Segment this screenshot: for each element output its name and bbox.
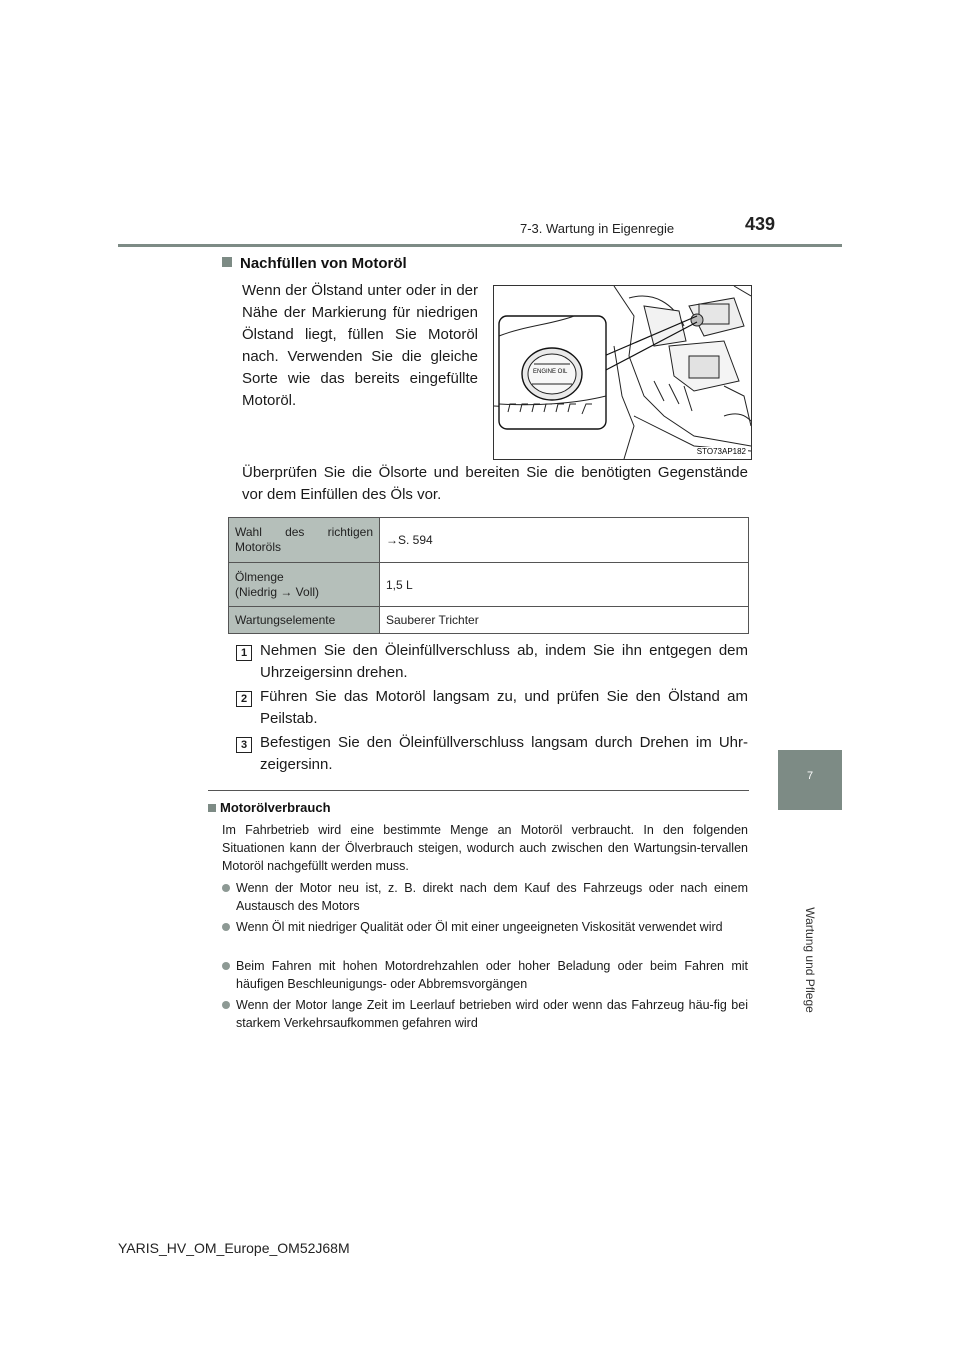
heading-square-icon <box>222 257 232 267</box>
step-2 <box>236 686 748 730</box>
section-heading-text: Nachfüllen von Motoröl <box>240 255 407 272</box>
list-item <box>222 918 748 936</box>
engine-oil-cap-illustration <box>493 285 752 460</box>
section-heading <box>222 255 407 272</box>
table-value: Sauberer Trichter <box>380 607 749 634</box>
notes-heading-text: Motorölverbrauch <box>220 800 331 815</box>
engine-bay-drawing <box>494 286 751 459</box>
page-number: 439 <box>745 214 776 234</box>
list-item-text: Wenn der Motor neu ist, z. B. direkt nach dem Kauf des Fahrzeugs oder nach einem Austausch des Motors <box>236 881 748 913</box>
chapter-label <box>803 907 817 1066</box>
table-value: →S. 594 <box>380 518 749 563</box>
list-item-text: Wenn der Motor lange Zeit im Leerlauf betrieben wird oder wenn das Fahrzeug häu-fig bei starkem Verkehrsaufkommen gefahren wird <box>236 998 748 1030</box>
notes-divider <box>208 790 749 791</box>
list-item <box>222 996 748 1032</box>
bullet-dot-icon <box>222 923 230 931</box>
table-key: Wartungselemente <box>229 607 380 634</box>
cap-label: ENGINE OIL <box>533 369 568 375</box>
bullet-dot-icon <box>222 884 230 892</box>
chapter-number: 7 <box>806 770 814 782</box>
step-number-badge: 1 <box>236 645 252 661</box>
list-item-text: Wenn Öl mit niedriger Qualität oder Öl mit einer ungeeigneten Viskosität verwendet wird <box>236 920 723 934</box>
table-value: 1,5 L <box>380 563 749 607</box>
table-key-text: Ölmenge <box>235 569 284 584</box>
list-item <box>222 879 748 915</box>
notes-square-icon <box>208 804 216 812</box>
chapter-label-text: Wartung und Pflege <box>803 907 817 1013</box>
step-number-badge: 3 <box>236 737 252 753</box>
preparation-paragraph: Überprüfen Sie die Ölsorte und bereiten Sie die benötigten Gegenstände vor dem Einfüllen des Öls vor. <box>242 464 748 503</box>
step-text: Führen Sie das Motoröl langsam zu, und prüfen Sie den Ölstand am Peilstab. <box>260 688 748 727</box>
table-key-line <box>235 525 373 540</box>
step-3 <box>236 732 748 776</box>
table-key-text: (Niedrig → Voll) <box>235 584 320 599</box>
step-number-badge: 2 <box>236 691 252 707</box>
header-rule <box>118 244 842 247</box>
table-key-text: Motoröls <box>235 540 282 554</box>
table-key <box>229 563 380 607</box>
chapter-tab <box>778 750 842 810</box>
step-1 <box>236 640 748 684</box>
table-key <box>229 518 380 563</box>
section-label: 7-3. Wartung in Eigenregie <box>520 221 675 236</box>
list-item-text: Beim Fahren mit hohen Motordrehzahlen oder hoher Beladung oder beim Fahren mit häufigen Beschleunigungs- oder Abbremsvorgängen <box>236 959 748 991</box>
figure-id: STO73AP182 <box>696 447 746 456</box>
intro-paragraph: Wenn der Ölstand unter oder in der Nähe der Markierung für niedrigen Ölstand liegt, füllen Sie Motoröl nach. Verwenden Sie die gleiche Sorte wie das bereits eingefüllte Motoröl. <box>242 282 478 409</box>
notes-heading <box>208 800 331 815</box>
bullet-dot-icon <box>222 1001 230 1009</box>
bullet-dot-icon <box>222 962 230 970</box>
document-id: YARIS_HV_OM_Europe_OM52J68M <box>118 1240 350 1256</box>
oil-spec-table <box>228 517 749 634</box>
table-row <box>229 563 749 607</box>
table-row <box>229 607 749 634</box>
table-key-text: Wahl des richtigen <box>235 525 373 539</box>
step-text: Nehmen Sie den Öleinfüllverschluss ab, indem Sie ihn entgegen dem Uhrzeigersinn drehen. <box>260 642 748 681</box>
table-row <box>229 518 749 563</box>
notes-intro: Im Fahrbetrieb wird eine bestimmte Menge an Motoröl verbraucht. In den folgenden Situationen kann der Ölverbrauch steigen, wodurch auch zwischen den Wartungsin-tervallen Motoröl nachgefüllt werden muss. <box>222 823 748 873</box>
list-item <box>222 957 748 993</box>
step-text: Befestigen Sie den Öleinfüllverschluss langsam durch Drehen im Uhr-zeigersinn. <box>260 734 748 773</box>
